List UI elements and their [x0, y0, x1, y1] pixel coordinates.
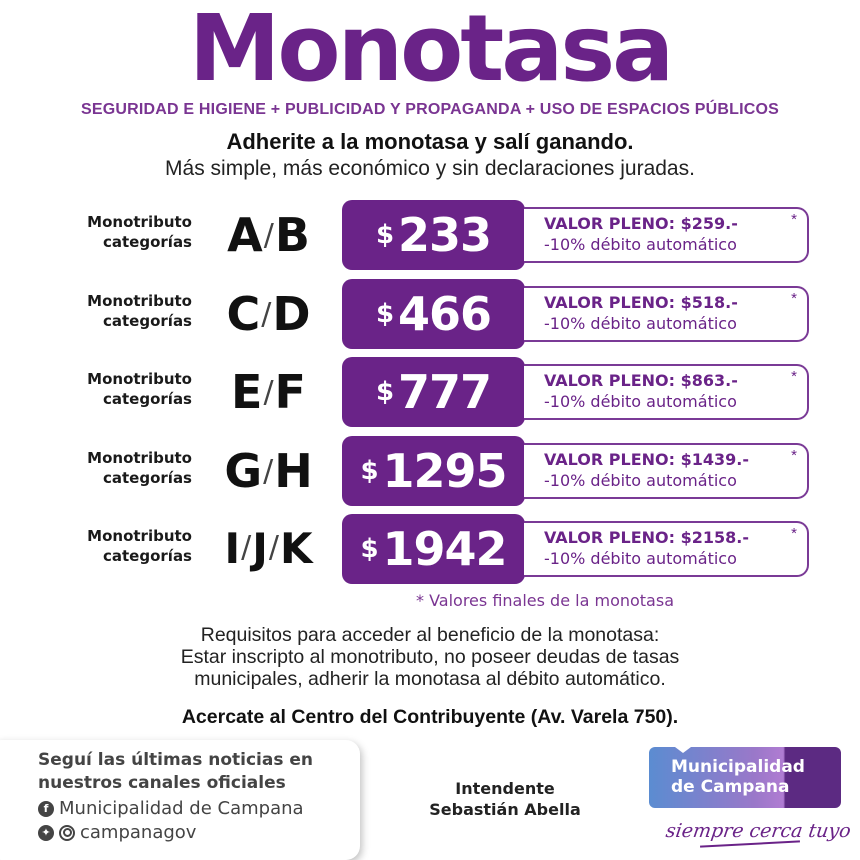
price-amount: 466 — [398, 287, 492, 341]
detail-box — [524, 521, 809, 577]
label-line2: categorías — [103, 390, 192, 408]
category: D — [272, 287, 310, 341]
row-label — [87, 291, 192, 331]
slash: / — [263, 454, 273, 489]
requirements-line: Estar inscripto al monotributo, no poseer deudas de tasas — [180, 646, 680, 668]
price-amount: 233 — [398, 208, 492, 262]
category: K — [279, 524, 312, 573]
discount-text: -10% débito automático — [544, 235, 737, 254]
facebook-link[interactable] — [38, 798, 304, 819]
price-amount: 1295 — [382, 444, 507, 498]
heading-line: nuestros canales oficiales — [38, 773, 286, 793]
category: C — [226, 287, 260, 341]
discount-text: -10% débito automático — [544, 549, 737, 568]
instagram-icon — [59, 825, 75, 841]
municipality-logo — [649, 747, 841, 808]
full-value: VALOR PLENO: $259.- — [544, 214, 738, 233]
full-value: VALOR PLENO: $2158.- — [544, 528, 749, 547]
asterisk: * — [791, 368, 797, 385]
categories — [198, 436, 338, 506]
heading-line: Seguí las últimas noticias en — [38, 750, 314, 770]
row-label — [87, 212, 192, 252]
discount-text: -10% débito automático — [544, 314, 737, 333]
detail-box — [524, 364, 809, 420]
full-value: VALOR PLENO: $1439.- — [544, 450, 749, 469]
facebook-label: Municipalidad de Campana — [59, 798, 304, 819]
label-line1: Monotributo — [87, 292, 192, 310]
asterisk: * — [791, 447, 797, 464]
price-amount: 1942 — [382, 522, 507, 576]
discount-text: -10% débito automático — [544, 392, 737, 411]
category: J — [252, 524, 267, 573]
slash: / — [261, 297, 271, 332]
categories — [198, 279, 338, 349]
mayor-title: Intendente — [455, 779, 555, 798]
social-handle-link[interactable] — [38, 822, 196, 843]
categories — [198, 357, 338, 427]
detail-box — [524, 286, 809, 342]
currency-symbol: $ — [375, 377, 395, 407]
category: I — [224, 524, 240, 573]
social-handle: campanagov — [80, 822, 197, 843]
full-value: VALOR PLENO: $863.- — [544, 371, 738, 390]
logo-text — [671, 757, 805, 797]
label-line2: categorías — [103, 233, 192, 251]
social-card — [0, 740, 360, 860]
logo-line: de Campana — [671, 777, 790, 797]
requirements-line: Requisitos para acceder al beneficio de la monotasa: — [200, 624, 660, 646]
currency-symbol: $ — [375, 220, 395, 250]
social-heading — [38, 749, 313, 795]
asterisk: * — [791, 211, 797, 228]
price-row-cd — [0, 279, 860, 349]
mayor-name: Sebastián Abella — [429, 800, 581, 819]
categories — [198, 514, 338, 584]
category: E — [231, 365, 262, 419]
facebook-icon: f — [38, 801, 54, 817]
discount-text: -10% débito automático — [544, 471, 737, 490]
logo-notch — [675, 747, 691, 753]
price-box — [342, 436, 525, 506]
price-row-ijk — [0, 514, 860, 584]
logo-line: Municipalidad — [671, 757, 805, 777]
requirements-line: municipales, adherir la monotasa al débito automático. — [194, 668, 666, 690]
mayor-credit — [415, 778, 595, 820]
price-box — [342, 357, 525, 427]
price-row-gh — [0, 436, 860, 506]
price-amount: 777 — [398, 365, 492, 419]
subtitle: SEGURIDAD E HIGIENE + PUBLICIDAD Y PROPAGANDA + USO DE ESPACIOS PÚBLICOS — [80, 101, 780, 118]
twitter-icon: ✦ — [38, 825, 54, 841]
currency-symbol: $ — [375, 299, 395, 329]
label-line1: Monotributo — [87, 527, 192, 545]
slash: / — [263, 375, 273, 410]
price-row-ab — [0, 200, 860, 270]
currency-symbol: $ — [360, 534, 379, 564]
asterisk: * — [791, 525, 797, 542]
categories — [198, 200, 338, 270]
label-line1: Monotributo — [87, 370, 192, 388]
category: G — [224, 444, 262, 498]
tagline-bold: Adherite a la monotasa y salí ganando. — [226, 129, 634, 154]
row-label — [87, 526, 192, 566]
detail-box — [524, 207, 809, 263]
row-label — [87, 369, 192, 409]
label-line2: categorías — [103, 312, 192, 330]
footnote: * Valores finales de la monotasa — [416, 591, 674, 610]
price-box — [342, 279, 525, 349]
asterisk: * — [791, 290, 797, 307]
slash: / — [268, 530, 278, 565]
slash: / — [263, 218, 273, 253]
requirements — [0, 624, 860, 690]
category: A — [227, 208, 262, 262]
category: H — [274, 444, 312, 498]
label-line2: categorías — [103, 469, 192, 487]
currency-symbol: $ — [360, 456, 379, 486]
price-row-ef — [0, 357, 860, 427]
full-value: VALOR PLENO: $518.- — [544, 293, 738, 312]
category: F — [274, 365, 305, 419]
page-title: Monotasa — [188, 0, 672, 102]
call-to-action: Acercate al Centro del Contribuyente (Av. Varela 750). — [181, 706, 679, 728]
row-label — [87, 448, 192, 488]
label-line1: Monotributo — [87, 213, 192, 231]
price-box — [342, 200, 525, 270]
price-box — [342, 514, 525, 584]
slogan: siempre cerca tuyo — [664, 820, 853, 842]
detail-box — [524, 443, 809, 499]
label-line2: categorías — [103, 547, 192, 565]
category: B — [274, 208, 309, 262]
slash: / — [241, 530, 251, 565]
tagline: Más simple, más económico y sin declaraciones juradas. — [165, 157, 695, 180]
label-line1: Monotributo — [87, 449, 192, 467]
